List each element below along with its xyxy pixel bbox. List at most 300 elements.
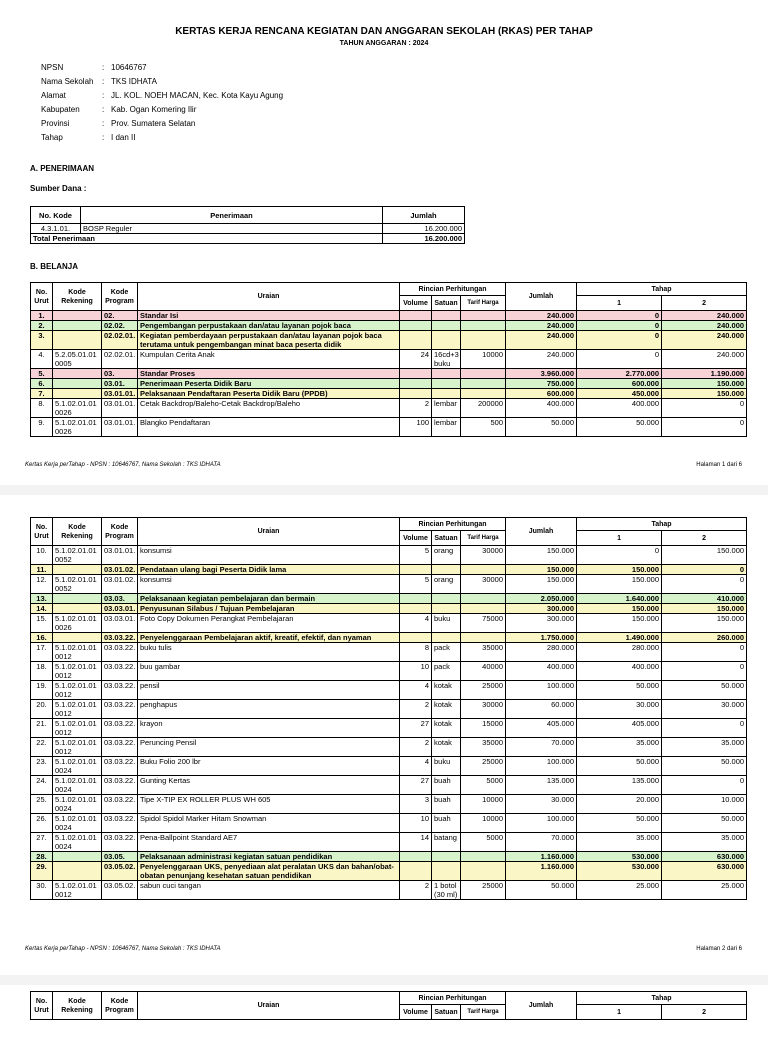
cell-jumlah: 1.750.000 xyxy=(506,633,577,643)
table-row xyxy=(31,738,747,757)
cell-sat: kotak xyxy=(432,738,461,757)
cell-jumlah: 3.960.000 xyxy=(506,369,577,379)
cell-t1: 150.000 xyxy=(577,604,662,614)
cell-tarif xyxy=(461,379,506,389)
cell-prog: 03.05. xyxy=(102,852,138,862)
cell-t2: 240.000 xyxy=(662,331,747,350)
cell-rek xyxy=(53,862,102,881)
cell-uraian: Pelaksanaan Pendaftaran Peserta Didik Baru (PPDB) xyxy=(138,389,400,399)
cell-sat xyxy=(432,862,461,881)
footer-left: Kertas Kerja perTahap - NPSN : 10646767, Nama Sekolah : TKS IDHATA xyxy=(25,946,221,952)
cell-t2: 35.000 xyxy=(662,738,747,757)
cell-tarif xyxy=(461,633,506,643)
cell-prog: 03. xyxy=(102,369,138,379)
cell-prog: 03.03.22. xyxy=(102,700,138,719)
cell-jumlah: 70.000 xyxy=(506,738,577,757)
cell-jumlah: 240.000 xyxy=(506,311,577,321)
cell-prog: 03.01.01. xyxy=(102,389,138,399)
cell-t2: 35.000 xyxy=(662,833,747,852)
cell-sat: batang xyxy=(432,833,461,852)
cell-sat: buku xyxy=(432,614,461,633)
cell-jumlah: 135.000 xyxy=(506,776,577,795)
cell-vol xyxy=(400,321,432,331)
cell-rek: 5.1.02.01.01 0012 xyxy=(53,681,102,700)
belanja-header: No. Urut Kode Rekening Kode Program Uraian Rincian Perhitungan Jumlah Tahap Volume Satuan Tarif Harga 1 2 xyxy=(31,518,747,546)
cell-vol xyxy=(400,331,432,350)
cell-t2: 30.000 xyxy=(662,700,747,719)
cell-t1: 135.000 xyxy=(577,776,662,795)
cell-tarif xyxy=(461,311,506,321)
cell-rek: 5.1.02.01.01 0026 xyxy=(53,418,102,437)
cell-no: 6. xyxy=(31,379,53,389)
cell-no: 7. xyxy=(31,389,53,399)
cell-t2: 50.000 xyxy=(662,757,747,776)
cell-sat xyxy=(432,604,461,614)
cell-prog: 03.03. xyxy=(102,594,138,604)
cell-rek: 5.1.02.01.01 0024 xyxy=(53,795,102,814)
cell-jumlah: 70.000 xyxy=(506,833,577,852)
cell-jumlah: 600.000 xyxy=(506,389,577,399)
cell-prog: 03.03.01. xyxy=(102,614,138,633)
cell-no: 13. xyxy=(31,594,53,604)
cell-t2: 0 xyxy=(662,719,747,738)
cell-sat: kotak xyxy=(432,681,461,700)
cell-jumlah: 150.000 xyxy=(506,546,577,565)
cell-sat: kotak xyxy=(432,700,461,719)
cell-jumlah: 30.000 xyxy=(506,795,577,814)
cell-uraian: Blangko Pendaftaran xyxy=(138,418,400,437)
cell-uraian: Buku Folio 200 lbr xyxy=(138,757,400,776)
table-row xyxy=(31,833,747,852)
cell-t1: 150.000 xyxy=(577,575,662,594)
cell-vol xyxy=(400,379,432,389)
cell-no: 2. xyxy=(31,321,53,331)
cell-t2: 260.000 xyxy=(662,633,747,643)
table-row xyxy=(31,700,747,719)
cell-sat xyxy=(432,369,461,379)
table-row xyxy=(31,862,747,881)
cell-vol: 24 xyxy=(400,350,432,369)
cell-vol: 2 xyxy=(400,399,432,418)
cell-rek xyxy=(53,379,102,389)
cell-tarif: 35000 xyxy=(461,643,506,662)
cell-no: 5. xyxy=(31,369,53,379)
cell-t2: 150.000 xyxy=(662,604,747,614)
cell-sat: buku xyxy=(432,757,461,776)
cell-vol: 2 xyxy=(400,881,432,900)
cell-no: 10. xyxy=(31,546,53,565)
cell-t1: 50.000 xyxy=(577,757,662,776)
table-row xyxy=(31,369,747,379)
cell-jumlah: 300.000 xyxy=(506,614,577,633)
cell-tarif xyxy=(461,321,506,331)
cell-uraian: Pelaksanaan kegiatan pembelajaran dan bermain xyxy=(138,594,400,604)
cell-t2: 150.000 xyxy=(662,614,747,633)
belanja-body-page1 xyxy=(31,311,747,437)
cell-jumlah: 240.000 xyxy=(506,331,577,350)
cell-vol xyxy=(400,594,432,604)
cell-no: 1. xyxy=(31,311,53,321)
cell-prog: 03.03.22. xyxy=(102,814,138,833)
cell-tarif xyxy=(461,369,506,379)
cell-rek: 5.1.02.01.01 0012 xyxy=(53,738,102,757)
cell-sat: 16cd+3 buku xyxy=(432,350,461,369)
cell-rek xyxy=(53,311,102,321)
cell-t1: 0 xyxy=(577,546,662,565)
cell-t2: 0 xyxy=(662,575,747,594)
cell-prog: 03.03.22. xyxy=(102,795,138,814)
cell-t2: 25.000 xyxy=(662,881,747,900)
identity-row: Kabupaten : Kab. Ogan Komering Ilir xyxy=(41,105,197,114)
cell-tarif: 25000 xyxy=(461,681,506,700)
cell-prog: 03.03.22. xyxy=(102,681,138,700)
cell-t1: 20.000 xyxy=(577,795,662,814)
cell-vol: 14 xyxy=(400,833,432,852)
footer-left: Kertas Kerja perTahap - NPSN : 10646767, Nama Sekolah : TKS IDHATA xyxy=(25,462,221,468)
report-subtitle: TAHUN ANGGARAN : 2024 xyxy=(339,40,429,47)
cell-prog: 03.03.22. xyxy=(102,776,138,795)
cell-tarif: 5000 xyxy=(461,833,506,852)
cell-jumlah: 750.000 xyxy=(506,379,577,389)
cell-uraian: sabun cuci tangan xyxy=(138,881,400,900)
cell-rek: 5.1.02.01.01 0012 xyxy=(53,700,102,719)
cell-t1: 600.000 xyxy=(577,379,662,389)
cell-no: 29. xyxy=(31,862,53,881)
cell-vol: 5 xyxy=(400,546,432,565)
cell-t2: 150.000 xyxy=(662,379,747,389)
table-row xyxy=(31,614,747,633)
cell-jumlah: 400.000 xyxy=(506,662,577,681)
cell-tarif: 10000 xyxy=(461,350,506,369)
penerimaan-heading: A. PENERIMAAN xyxy=(30,164,95,173)
table-row xyxy=(31,389,747,399)
cell-rek xyxy=(53,604,102,614)
identity-row: Tahap : I dan II xyxy=(41,133,136,142)
table-row xyxy=(31,565,747,575)
cell-rek: 5.1.02.01.01 0012 xyxy=(53,881,102,900)
cell-t2: 240.000 xyxy=(662,321,747,331)
cell-uraian: Spidol Spidol Marker Hitam Snowman xyxy=(138,814,400,833)
cell-prog: 03.03.22. xyxy=(102,662,138,681)
cell-t2: 0 xyxy=(662,776,747,795)
table-row xyxy=(31,594,747,604)
cell-sat: orang xyxy=(432,546,461,565)
cell-t2: 1.190.000 xyxy=(662,369,747,379)
cell-t1: 0 xyxy=(577,311,662,321)
cell-no: 21. xyxy=(31,719,53,738)
table-row xyxy=(31,662,747,681)
cell-uraian: Penerimaan Peserta Didik Baru xyxy=(138,379,400,389)
cell-t1: 1.640.000 xyxy=(577,594,662,604)
cell-prog: 03.01.01. xyxy=(102,399,138,418)
cell-rek xyxy=(53,852,102,862)
table-row xyxy=(31,757,747,776)
cell-jumlah: 1.160.000 xyxy=(506,852,577,862)
cell-vol xyxy=(400,852,432,862)
cell-prog: 02. xyxy=(102,311,138,321)
cell-t1: 150.000 xyxy=(577,565,662,575)
col-header: Jumlah xyxy=(383,207,465,224)
cell-prog: 03.03.22. xyxy=(102,643,138,662)
school-identity xyxy=(41,63,283,147)
report-title: KERTAS KERJA RENCANA KEGIATAN DAN ANGGARAN SEKOLAH (RKAS) PER TAHAP xyxy=(175,26,593,37)
cell-prog: 02.02.01. xyxy=(102,350,138,369)
cell-prog: 03.03.22. xyxy=(102,719,138,738)
cell-tarif xyxy=(461,594,506,604)
table-row xyxy=(31,379,747,389)
cell-jumlah: 405.000 xyxy=(506,719,577,738)
cell-uraian: penghapus xyxy=(138,700,400,719)
cell-t1: 2.770.000 xyxy=(577,369,662,379)
cell-no: 15. xyxy=(31,614,53,633)
cell-tarif: 15000 xyxy=(461,719,506,738)
cell-no: 23. xyxy=(31,757,53,776)
cell-tarif: 30000 xyxy=(461,546,506,565)
cell-jumlah: 50.000 xyxy=(506,418,577,437)
cell-prog: 03.05.02. xyxy=(102,881,138,900)
cell-jumlah: 60.000 xyxy=(506,700,577,719)
belanja-table-page2 xyxy=(30,517,747,900)
cell-no: 17. xyxy=(31,643,53,662)
cell-prog: 03.03.01. xyxy=(102,604,138,614)
cell-rek xyxy=(53,565,102,575)
cell-tarif xyxy=(461,604,506,614)
cell-no: 25. xyxy=(31,795,53,814)
cell-tarif xyxy=(461,389,506,399)
cell-sat: pack xyxy=(432,662,461,681)
cell-sat xyxy=(432,565,461,575)
cell-tarif xyxy=(461,852,506,862)
cell-vol: 27 xyxy=(400,776,432,795)
cell-sat: buah xyxy=(432,776,461,795)
cell-jumlah: 150.000 xyxy=(506,565,577,575)
table-row xyxy=(31,546,747,565)
belanja-header: No. Urut Kode Rekening Kode Program Uraian Rincian Perhitungan Jumlah Tahap Volume Satuan Tarif Harga 1 2 xyxy=(31,992,747,1020)
sumber-dana-label: Sumber Dana : xyxy=(30,184,87,193)
cell-no: 8. xyxy=(31,399,53,418)
cell-uraian: Pena-Ballpoint Standard AE7 xyxy=(138,833,400,852)
cell-sat: orang xyxy=(432,575,461,594)
cell-uraian: Penyelenggaraan Pembelajaran aktif, kreatif, efektif, dan nyaman xyxy=(138,633,400,643)
cell-uraian: buu gambar xyxy=(138,662,400,681)
cell-no: 19. xyxy=(31,681,53,700)
table-row xyxy=(31,852,747,862)
cell-tarif: 5000 xyxy=(461,776,506,795)
cell-jumlah: 300.000 xyxy=(506,604,577,614)
cell-jumlah: 400.000 xyxy=(506,399,577,418)
cell-t1: 50.000 xyxy=(577,814,662,833)
cell-rek: 5.1.02.01.01 0052 xyxy=(53,546,102,565)
cell-t2: 0 xyxy=(662,418,747,437)
cell-t2: 0 xyxy=(662,662,747,681)
cell-no: 9. xyxy=(31,418,53,437)
cell-vol: 5 xyxy=(400,575,432,594)
cell-tarif: 30000 xyxy=(461,700,506,719)
cell-vol: 4 xyxy=(400,757,432,776)
cell-t1: 530.000 xyxy=(577,852,662,862)
table-row xyxy=(31,643,747,662)
cell-vol xyxy=(400,633,432,643)
cell-sat: 1 botol (30 ml) xyxy=(432,881,461,900)
table-row xyxy=(31,575,747,594)
cell-rek: 5.1.02.01.01 0026 xyxy=(53,399,102,418)
cell-prog: 03.01. xyxy=(102,379,138,389)
cell-sat xyxy=(432,379,461,389)
cell-tarif xyxy=(461,862,506,881)
cell-rek: 5.1.02.01.01 0012 xyxy=(53,719,102,738)
belanja-table-page3 xyxy=(30,991,747,1020)
cell-sat: buah xyxy=(432,795,461,814)
cell-t1: 400.000 xyxy=(577,662,662,681)
col-header: Penerimaan xyxy=(81,207,383,224)
cell-rek: 5.1.02.01.01 0012 xyxy=(53,662,102,681)
cell-vol: 10 xyxy=(400,814,432,833)
cell-t1: 0 xyxy=(577,331,662,350)
identity-row: Provinsi : Prov. Sumatera Selatan xyxy=(41,119,196,128)
cell-t2: 0 xyxy=(662,643,747,662)
cell-t2: 630.000 xyxy=(662,862,747,881)
cell-uraian: Pelaksanaan administrasi kegiatan satuan pendidikan xyxy=(138,852,400,862)
cell-sat xyxy=(432,852,461,862)
cell-tarif: 25000 xyxy=(461,881,506,900)
cell-vol: 27 xyxy=(400,719,432,738)
cell-prog: 03.01.02. xyxy=(102,575,138,594)
cell-rek xyxy=(53,594,102,604)
report-page-1 xyxy=(0,0,768,485)
cell-tarif xyxy=(461,565,506,575)
cell-uraian: konsumsi xyxy=(138,575,400,594)
cell-vol: 100 xyxy=(400,418,432,437)
cell-prog: 03.03.22. xyxy=(102,738,138,757)
cell-tarif: 500 xyxy=(461,418,506,437)
cell-tarif: 200000 xyxy=(461,399,506,418)
cell-uraian: Penyusunan Silabus / Tujuan Pembelajaran xyxy=(138,604,400,614)
cell-rek: 5.2.05.01.01 0005 xyxy=(53,350,102,369)
cell-jumlah: 280.000 xyxy=(506,643,577,662)
cell-t1: 25.000 xyxy=(577,881,662,900)
cell-vol: 8 xyxy=(400,643,432,662)
cell-t1: 50.000 xyxy=(577,418,662,437)
cell-uraian: buku tulis xyxy=(138,643,400,662)
cell-t2: 10.000 xyxy=(662,795,747,814)
table-row xyxy=(31,719,747,738)
cell-uraian: Standar Proses xyxy=(138,369,400,379)
cell-t1: 450.000 xyxy=(577,389,662,399)
cell-uraian: Standar Isi xyxy=(138,311,400,321)
cell-rek: 5.1.02.01.01 0026 xyxy=(53,614,102,633)
belanja-table-page1 xyxy=(30,282,747,437)
cell-t1: 280.000 xyxy=(577,643,662,662)
cell-uraian: Tipe X-TIP EX ROLLER PLUS WH 605 xyxy=(138,795,400,814)
cell-tarif: 10000 xyxy=(461,795,506,814)
cell-sat xyxy=(432,311,461,321)
cell-t1: 150.000 xyxy=(577,614,662,633)
table-row: 4.3.1.01. BOSP Reguler 16.200.000 xyxy=(31,224,465,234)
cell-uraian: Kegiatan pemberdayaan perpustakaan dan/atau layanan pojok baca terutama untuk pengembangan minat baca peserta didik xyxy=(138,331,400,350)
table-row xyxy=(31,350,747,369)
cell-vol xyxy=(400,369,432,379)
cell-tarif: 35000 xyxy=(461,738,506,757)
cell-t2: 240.000 xyxy=(662,350,747,369)
table-row xyxy=(31,795,747,814)
cell-sat: kotak xyxy=(432,719,461,738)
cell-vol xyxy=(400,565,432,575)
cell-t2: 150.000 xyxy=(662,389,747,399)
cell-sat: pack xyxy=(432,643,461,662)
cell-sat: buah xyxy=(432,814,461,833)
cell-jumlah: 240.000 xyxy=(506,321,577,331)
cell-uraian: Cetak Backdrop/Baleho-Cetak Backdrop/Baleho xyxy=(138,399,400,418)
cell-rek: 5.1.02.01.01 0012 xyxy=(53,643,102,662)
cell-no: 22. xyxy=(31,738,53,757)
cell-prog: 03.03.22. xyxy=(102,757,138,776)
table-row xyxy=(31,311,747,321)
cell-vol: 4 xyxy=(400,614,432,633)
cell-tarif xyxy=(461,331,506,350)
cell-t1: 400.000 xyxy=(577,399,662,418)
cell-jumlah: 100.000 xyxy=(506,814,577,833)
cell-uraian: Penyelenggaraan UKS, penyediaan alat peralatan UKS dan bahan/obat-obatan penunjang kesehatan satuan pendidikan xyxy=(138,862,400,881)
cell-no: 24. xyxy=(31,776,53,795)
cell-jumlah: 100.000 xyxy=(506,757,577,776)
cell-t1: 50.000 xyxy=(577,681,662,700)
cell-t1: 0 xyxy=(577,321,662,331)
cell-vol xyxy=(400,311,432,321)
cell-no: 30. xyxy=(31,881,53,900)
cell-jumlah: 100.000 xyxy=(506,681,577,700)
identity-row: Nama Sekolah : TKS IDHATA xyxy=(41,77,157,86)
belanja-body-page2 xyxy=(31,546,747,900)
cell-no: 12. xyxy=(31,575,53,594)
cell-prog: 03.05.02. xyxy=(102,862,138,881)
cell-no: 20. xyxy=(31,700,53,719)
table-row xyxy=(31,604,747,614)
cell-sat xyxy=(432,389,461,399)
cell-uraian: Foto Copy Dokumen Perangkat Pembelajaran xyxy=(138,614,400,633)
cell-sat xyxy=(432,331,461,350)
cell-sat xyxy=(432,321,461,331)
cell-no: 26. xyxy=(31,814,53,833)
cell-prog: 03.01.02. xyxy=(102,565,138,575)
cell-no: 14. xyxy=(31,604,53,614)
penerimaan-table xyxy=(30,206,465,244)
cell-rek: 5.1.02.01.01 0024 xyxy=(53,833,102,852)
cell-prog: 03.03.22. xyxy=(102,833,138,852)
cell-vol: 3 xyxy=(400,795,432,814)
cell-uraian: Gunting Kertas xyxy=(138,776,400,795)
cell-t2: 0 xyxy=(662,565,747,575)
cell-vol: 2 xyxy=(400,700,432,719)
report-page-2 xyxy=(0,495,768,975)
cell-no: 3. xyxy=(31,331,53,350)
cell-sat xyxy=(432,594,461,604)
cell-jumlah: 1.160.000 xyxy=(506,862,577,881)
cell-uraian: pensil xyxy=(138,681,400,700)
cell-t2: 50.000 xyxy=(662,681,747,700)
cell-no: 16. xyxy=(31,633,53,643)
cell-tarif: 75000 xyxy=(461,614,506,633)
cell-tarif: 10000 xyxy=(461,814,506,833)
cell-t2: 0 xyxy=(662,399,747,418)
cell-rek xyxy=(53,369,102,379)
cell-prog: 02.02. xyxy=(102,321,138,331)
cell-jumlah: 240.000 xyxy=(506,350,577,369)
cell-uraian: konsumsi xyxy=(138,546,400,565)
belanja-heading: B. BELANJA xyxy=(30,262,79,271)
total-row: Total Penerimaan 16.200.000 xyxy=(31,234,465,244)
cell-t2: 630.000 xyxy=(662,852,747,862)
cell-rek: 5.1.02.01.01 0024 xyxy=(53,814,102,833)
